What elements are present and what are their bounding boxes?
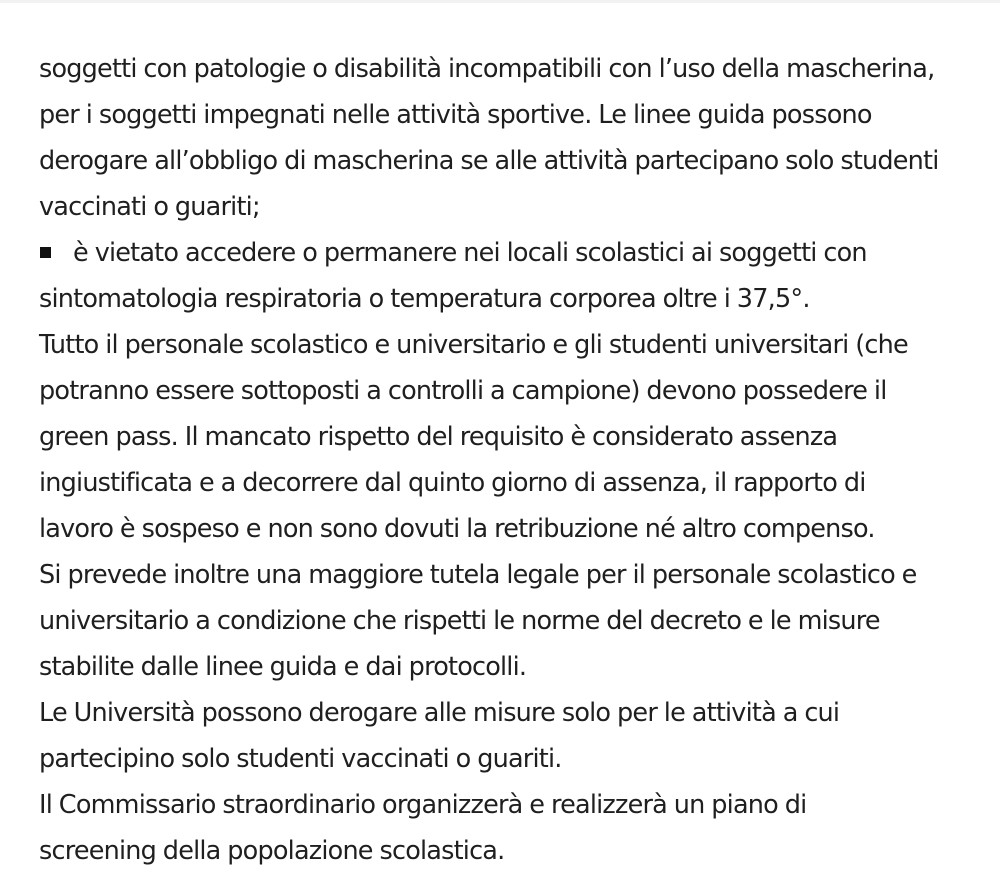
text-line: stabilite dalle linee guida e dai protocolli. bbox=[39, 652, 527, 682]
text-line: vaccinati o guariti; bbox=[39, 192, 260, 222]
text-line: green pass. Il mancato rispetto del requisito è considerato assenza bbox=[39, 422, 838, 452]
article-body bbox=[39, 46, 989, 874]
text-line: ingiustificata e a decorrere dal quinto giorno di assenza, il rapporto di bbox=[39, 468, 866, 498]
text-line: per i soggetti impegnati nelle attività sportive. Le linee guida possono bbox=[39, 100, 872, 130]
text-line: sintomatologia respiratoria o temperatura corporea oltre i 37,5°. bbox=[39, 284, 810, 314]
bullet-item bbox=[39, 230, 989, 276]
top-divider bbox=[0, 0, 1000, 3]
text-line: lavoro è sospeso e non sono dovuti la retribuzione né altro compenso. bbox=[39, 514, 875, 544]
text-line: partecipino solo studenti vaccinati o guariti. bbox=[39, 744, 562, 774]
text-line: Il Commissario straordinario organizzerà e realizzerà un piano di bbox=[39, 790, 807, 820]
text-line: derogare all’obbligo di mascherina se alle attività partecipano solo studenti bbox=[39, 146, 939, 176]
bullet-item-text: è vietato accedere o permanere nei locali scolastici ai soggetti con bbox=[73, 238, 867, 268]
text-line: soggetti con patologie o disabilità incompatibili con l’uso della mascherina, bbox=[39, 54, 935, 84]
text-line: universitario a condizione che rispetti le norme del decreto e le misure bbox=[39, 606, 880, 636]
text-line: screening della popolazione scolastica. bbox=[39, 836, 505, 866]
text-line: potranno essere sottoposti a controlli a campione) devono possedere il bbox=[39, 376, 887, 406]
square-bullet-icon bbox=[40, 247, 51, 258]
text-line: Le Università possono derogare alle misure solo per le attività a cui bbox=[39, 698, 840, 728]
text-line: Si prevede inoltre una maggiore tutela legale per il personale scolastico e bbox=[39, 560, 917, 590]
text-line: Tutto il personale scolastico e universitario e gli studenti universitari (che bbox=[39, 330, 908, 360]
